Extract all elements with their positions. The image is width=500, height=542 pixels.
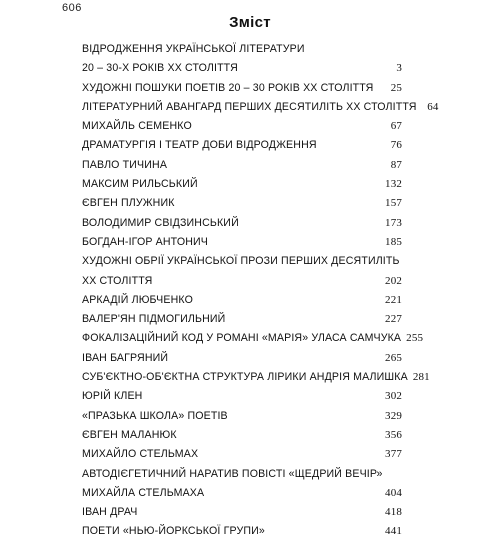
toc-entry-page: 302	[385, 390, 402, 403]
toc-entry-title: МИХАЙЛА СТЕЛЬМАХА	[82, 486, 205, 499]
toc-entry	[82, 329, 424, 348]
toc-entry	[82, 484, 402, 503]
toc-entry	[82, 407, 402, 426]
toc-entry-title: «ПРАЗЬКА ШКОЛА» ПОЕТІВ	[82, 409, 228, 422]
toc-entry	[82, 522, 402, 541]
toc-entry	[82, 445, 402, 464]
toc-entry-title: ПАВЛО ТИЧИНА	[82, 158, 168, 171]
toc-entry-page: 329	[385, 409, 402, 422]
toc-entry-title: МИХАЙЛЬ СЕМЕНКО	[82, 120, 192, 133]
toc-entry-page: 356	[385, 428, 402, 441]
toc-entry-page: 3	[396, 62, 402, 75]
toc-entry-title: ХУДОЖНІ ПОШУКИ ПОЕТІВ 20 – 30 РОКІВ ХХ СТОЛІТТЯ	[82, 81, 374, 94]
toc-entry-page: 418	[385, 506, 402, 519]
toc-entry-page: 404	[385, 486, 402, 499]
toc-entry-title: АВТОДІЄГЕТИЧНИЙ НАРАТИВ ПОВІСТІ «ЩЕДРИЙ ВЕЧІР»	[82, 467, 383, 480]
toc-entry	[82, 368, 430, 387]
toc-entry-title: ДРАМАТУРГІЯ І ТЕАТР ДОБИ ВІДРОДЖЕННЯ	[82, 139, 317, 152]
toc-entry-page: 377	[385, 448, 402, 461]
page-title: Зміст	[229, 14, 271, 31]
toc-entry-title: МАКСИМ РИЛЬСЬКИЙ	[82, 178, 198, 191]
toc-entry-title: ВОЛОДИМИР СВІДЗИНСЬКИЙ	[82, 216, 239, 229]
toc-entry-page: 441	[385, 525, 402, 538]
toc-entry	[82, 136, 402, 155]
toc-entry	[82, 79, 402, 98]
toc-entry	[82, 252, 402, 271]
toc-entry-title: ВАЛЕР'ЯН ПІДМОГИЛЬНИЙ	[82, 313, 226, 326]
toc-entry-page: 281	[412, 371, 430, 384]
toc-entry	[82, 272, 402, 291]
toc-entry	[82, 426, 402, 445]
toc-entry	[82, 349, 402, 368]
toc-entry-page: 265	[385, 351, 402, 364]
toc-entry-page: 87	[390, 158, 402, 171]
toc-entry	[82, 291, 402, 310]
toc-entry-title: ХХ СТОЛІТТЯ	[82, 274, 153, 287]
toc-entry-title: ХУДОЖНІ ОБРІЇ УКРАЇНСЬКОЇ ПРОЗИ ПЕРШИХ ДЕСЯТИЛІТЬ	[82, 255, 400, 268]
toc-entry-title: ІВАН БАГРЯНИЙ	[82, 351, 169, 364]
toc-entry-title: БОГДАН-ІГОР АНТОНИЧ	[82, 235, 208, 248]
toc-entry	[82, 175, 402, 194]
toc-entry-title: ЛІТЕРАТУРНИЙ АВАНГАРД ПЕРШИХ ДЕСЯТИЛІТЬ ХХ СТОЛІТТЯ	[82, 100, 417, 113]
toc-entry	[82, 310, 402, 329]
toc-entry-title: ВІДРОДЖЕННЯ УКРАЇНСЬКОЇ ЛІТЕРАТУРИ	[82, 43, 305, 55]
toc-entry-page: 157	[385, 197, 402, 210]
toc-entry-title: ЄВГЕН МАЛАНЮК	[82, 428, 177, 441]
toc-entry-page: 67	[390, 120, 402, 133]
toc-entry	[82, 214, 402, 233]
toc-entry-page: 202	[385, 274, 402, 287]
toc-entry	[82, 156, 402, 175]
toc-entry	[82, 40, 402, 59]
toc-entry-page: 221	[385, 293, 402, 306]
toc-entry	[82, 465, 402, 484]
toc-entry-page: 64	[427, 100, 439, 113]
toc-entry-page: 132	[385, 178, 402, 191]
toc-entry-page: 185	[385, 235, 402, 248]
toc-entry-title: ФОКАЛІЗАЦІЙНИЙ КОД У РОМАНІ «МАРІЯ» УЛАСА САМЧУКА	[82, 332, 402, 345]
toc-entry	[82, 194, 402, 213]
toc-entry-title: ІВАН ДРАЧ	[82, 506, 138, 519]
toc-entry	[82, 387, 402, 406]
toc-entry-title: ПОЕТИ «НЬЮ-ЙОРКСЬКОЇ ГРУПИ»	[82, 525, 265, 538]
toc-entry	[82, 233, 402, 252]
toc-entry-page: 173	[385, 216, 402, 229]
toc-entry-title: ЄВГЕН ПЛУЖНИК	[82, 197, 175, 210]
toc-entry-title: МИХАЙЛО СТЕЛЬМАХ	[82, 448, 199, 461]
toc-entry-title: АРКАДІЙ ЛЮБЧЕНКО	[82, 293, 193, 306]
toc-entry	[82, 98, 439, 117]
page-number: 606	[62, 2, 82, 14]
toc-entry-title: ЮРІЙ КЛЕН	[82, 390, 143, 403]
toc-entry-page: 227	[385, 313, 402, 326]
toc-entry	[82, 117, 402, 136]
toc-entry-page: 255	[406, 332, 424, 345]
toc-entry-page: 76	[390, 139, 402, 152]
toc-entry-page: 25	[390, 81, 402, 94]
toc-entry	[82, 59, 402, 78]
toc-entry-title: 20 – 30-Х РОКІВ ХХ СТОЛІТТЯ	[82, 62, 238, 75]
table-of-contents	[82, 40, 439, 542]
toc-entry	[82, 503, 402, 522]
toc-entry-title: СУБ'ЄКТНО-ОБ'ЄКТНА СТРУКТУРА ЛІРИКИ АНДРІЯ МАЛИШКА	[82, 371, 408, 384]
